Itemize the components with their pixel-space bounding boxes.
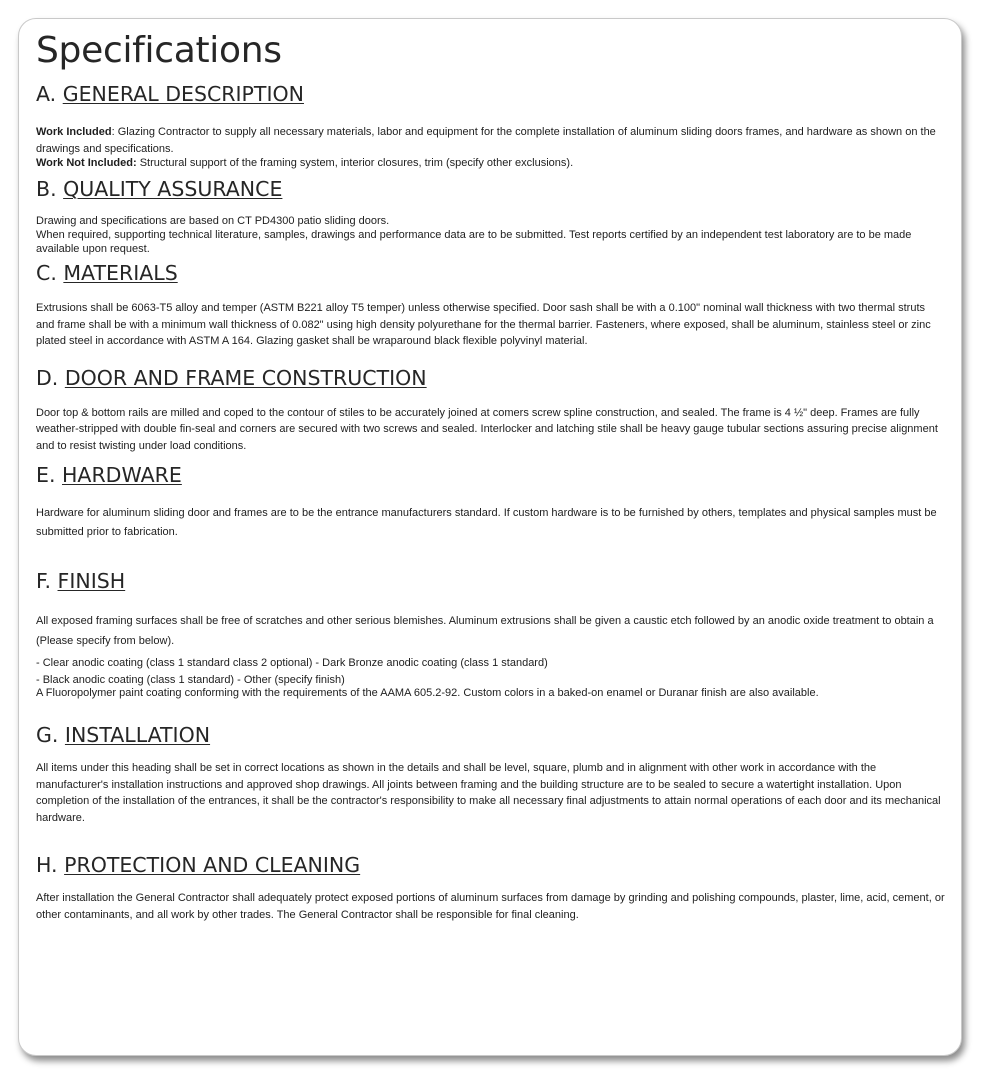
work-included-label: Work Included: [36, 126, 112, 138]
quality-paragraph-1: Drawing and specifications are based on CT PD4300 patio sliding doors.: [36, 215, 390, 227]
section-heading-installation: [36, 722, 945, 748]
section-title: QUALITY ASSURANCE: [63, 177, 283, 201]
door-frame-paragraph: Door top & bottom rails are milled and coped to the contour of stiles to be accurately joined at comers screw spline construction, and sealed. The frame is 4 ½" deep. Frames are fully weather-stripped with double fin-seal and corners are secured with two screws and sealed. Interlocker and latching stile shall be heavy gauge tubular sections assuring precise alignment and to resist twisting under load conditions.: [36, 406, 938, 452]
section-heading-materials: [36, 260, 945, 286]
section-heading-finish: [36, 568, 945, 594]
work-not-included-paragraph: [36, 157, 945, 170]
section-heading-quality-assurance: [36, 176, 945, 202]
section-hardware: [36, 462, 945, 542]
section-letter: E.: [36, 463, 62, 487]
section-title: GENERAL DESCRIPTION: [62, 82, 304, 106]
section-title: DOOR AND FRAME CONSTRUCTION: [64, 365, 427, 390]
section-protection-and-cleaning: [36, 852, 945, 923]
section-letter: H.: [36, 853, 65, 877]
section-finish: [36, 568, 945, 700]
hardware-paragraph: Hardware for aluminum sliding door and frames are to be the entrance manufacturers standard. If custom hardware is to be furnished by others, templates and physical samples must be submitted prior to fabrication.: [36, 507, 937, 538]
work-not-included-label: Work Not Included:: [36, 157, 137, 169]
specifications-card: [18, 18, 962, 1056]
section-letter: B.: [36, 177, 64, 201]
work-not-included-text: Structural support of the framing system, interior closures, trim (specify other exclusions).: [136, 157, 574, 169]
section-letter: F.: [36, 569, 58, 593]
protection-paragraph: After installation the General Contractor shall adequately protect exposed portions of aluminum surfaces from damage by grinding and polishing compounds, plaster, lime, acid, cement, or other contaminants, and all work by other trades. The General Contractor shall be responsible for final cleaning.: [36, 892, 945, 921]
quality-paragraph-2: When required, supporting technical literature, samples, drawings and performance data are to be submitted. Test reports certified by an independent test laboratory are to be made available upon request.: [36, 229, 912, 255]
section-title: INSTALLATION: [64, 723, 211, 747]
work-included-text: : Glazing Contractor to supply all necessary materials, labor and equipment for the complete installation of aluminum sliding doors frames, and hardware as shown on the drawings and specifications.: [36, 126, 936, 155]
section-letter: G.: [36, 723, 65, 747]
finish-option-2: - Black anodic coating (class 1 standard) - Other (specify finish): [36, 674, 345, 686]
section-heading-general-description: [36, 81, 945, 107]
page-title: Specifications: [36, 30, 282, 71]
section-installation: [36, 722, 945, 826]
finish-option-1: - Clear anodic coating (class 1 standard class 2 optional) - Dark Bronze anodic coating (class 1 standard): [36, 657, 548, 669]
section-heading-door-and-frame-construction: [36, 365, 945, 391]
installation-paragraph: All items under this heading shall be set in correct locations as shown in the details and shall be level, square, plumb and in alignment with other work in accordance with the manufacturer's installation instructions and approved shop drawings. All joints between framing and the building structure are to be sealed to secure a watertight installation. Upon completion of the installation of the entrances, it shall be the contractor's responsibility to make all necessary final adjustments to attain normal operations of each door and its mechanical hardware.: [36, 762, 941, 824]
section-title: FINISH: [57, 569, 126, 593]
section-general-description: [36, 81, 945, 170]
section-title: PROTECTION AND CLEANING: [64, 853, 361, 877]
section-door-and-frame-construction: [36, 365, 945, 455]
section-letter: D.: [36, 365, 65, 390]
section-quality-assurance: [36, 176, 945, 256]
materials-paragraph: Extrusions shall be 6063-T5 alloy and temper (ASTM B221 alloy T5 temper) unless otherwise specified. Door sash shall be with a 0.100" nominal wall thickness with two thermal struts and frame shall be with a minimum wall thickness of 0.082" using high density polyurethane for the thermal barrier. Fasteners, where exposed, shall be aluminum, stainless steel or zinc plated steel in accordance with ASTM A 164. Glazing gasket shall be wraparound black flexible polyvinyl material.: [36, 302, 931, 347]
section-heading-hardware: [36, 462, 945, 488]
finish-option-3: A Fluoropolymer paint coating conforming with the requirements of the AAMA 605.2-92. Custom colors in a baked-on enamel or Duranar finish are also available.: [36, 687, 819, 699]
section-letter: C.: [36, 261, 64, 285]
finish-intro-paragraph: All exposed framing surfaces shall be free of scratches and other serious blemishes. Aluminum extrusions shall be given a caustic etch followed by an anodic oxide treatment to obtain a (Please specify from below).: [36, 615, 934, 647]
section-materials: [36, 260, 945, 350]
work-included-paragraph: [36, 124, 945, 157]
section-letter: A.: [36, 82, 63, 106]
section-title: HARDWARE: [62, 463, 182, 487]
section-heading-protection-and-cleaning: [36, 852, 945, 878]
section-title: MATERIALS: [63, 261, 178, 285]
